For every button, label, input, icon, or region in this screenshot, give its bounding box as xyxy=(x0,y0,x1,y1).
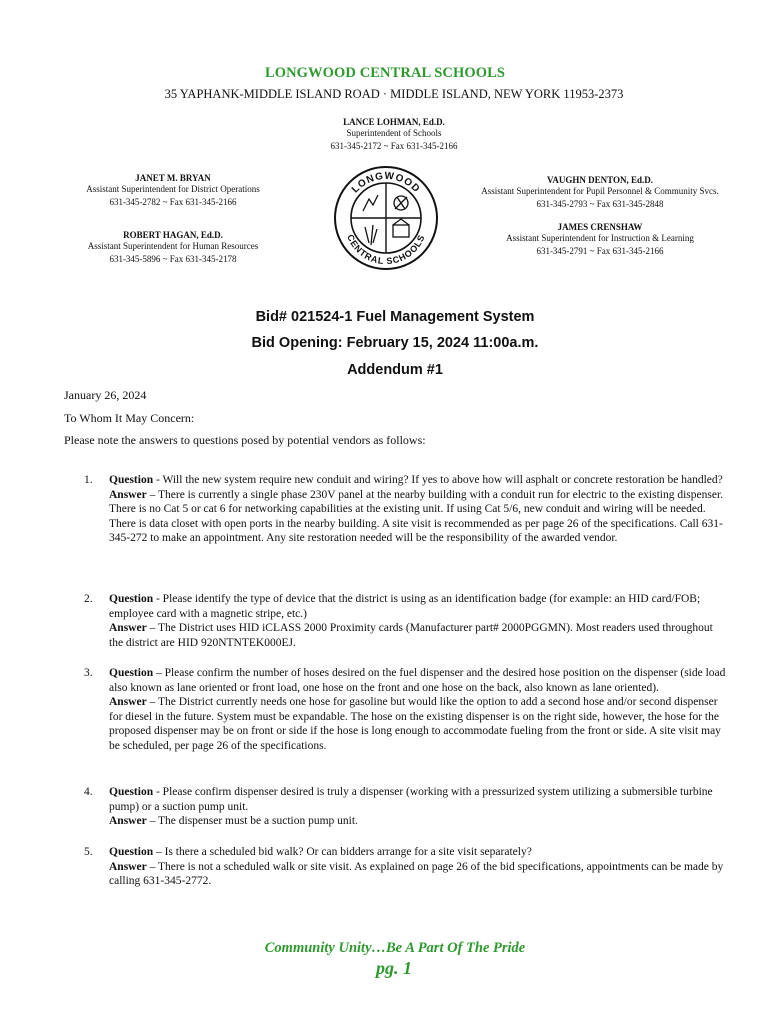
qa-number: 4. xyxy=(84,786,93,798)
answer-text: – The District uses HID iCLASS 2000 Proximity cards (Manufacturer part# 2000PGGMN). Most readers used throughout the district are HID 920NTNTEK000EJ. xyxy=(109,622,713,649)
seal-top-text: LONGWOOD xyxy=(349,170,423,196)
answer-text: – There is currently a single phase 230V panel at the nearby building with a conduit run for electric to the existing dispenser. There is no Cat 5 or cat 6 for networking capabilities at the existing unit. If using Cat 5/6, new conduit and wiring will be needed. There is data closet with open ports in the nearby building. A site visit is recommended as per page 26 of the specifications. Call 631-345-272 to make an appointment. Any site restoration needed will be the responsibility of the awarded vendor. xyxy=(109,488,724,545)
seal-bottom-text: CENTRAL SCHOOLS xyxy=(345,232,427,267)
question-text: - Will the new system require new conduit and wiring? If yes to above how will asphalt or concrete restoration be handled? xyxy=(153,474,723,486)
official-title: Assistant Superintendent for Instruction & Learning xyxy=(506,233,694,243)
question-text: – Is there a scheduled bid walk? Or can bidders arrange for a site visit separately? xyxy=(153,846,532,858)
official-phone: 631-345-2782 ~ Fax 631-345-2166 xyxy=(109,196,237,207)
footer-motto: Community Unity…Be A Part Of The Pride xyxy=(264,940,526,956)
official-name: JANET M. BRYAN xyxy=(135,173,211,183)
official-name: JAMES CRENSHAW xyxy=(557,222,643,232)
qa-number: 2. xyxy=(84,593,93,605)
official-phone: 631-345-2793 ~ Fax 631-345-2848 xyxy=(536,198,664,209)
official-phone: 631-345-5896 ~ Fax 631-345-2178 xyxy=(109,253,237,264)
answer-label: Answer xyxy=(109,696,147,709)
official-name: ROBERT HAGAN, Ed.D. xyxy=(123,230,223,240)
qa-number: 5. xyxy=(84,846,93,858)
answer-label: Answer xyxy=(109,815,147,828)
letter-intro: Please note the answers to questions posed by potential vendors as follows: xyxy=(64,433,426,447)
official-hagan xyxy=(58,230,288,265)
district-name: LONGWOOD CENTRAL SCHOOLS xyxy=(264,65,506,81)
district-seal-logo xyxy=(333,165,439,271)
superintendent-name: LANCE LOHMAN, Ed.D. xyxy=(343,117,445,127)
question-text: - Please identify the type of device that the district is using as an identification badge (for example: an HID card/FOB; employee card with a magnetic stripe, etc.) xyxy=(109,593,701,620)
official-title: Assistant Superintendent for Human Resources xyxy=(87,241,259,251)
question-label: Question xyxy=(109,474,154,486)
answer-text: – The District currently needs one hose for gasoline but would like the option to add a second hose and/or second dispenser for diesel in the future. System must be expandable. The hose on the existing dispenser is on the right side, however, the hose for the proposed dispenser may be on front or side if the hose is long enough to accommodate fueling from the front or side. A site visit may be scheduled, per page 26 of the specifications. xyxy=(109,696,721,752)
official-phone: 631-345-2791 ~ Fax 631-345-2166 xyxy=(536,245,664,256)
answer-label: Answer xyxy=(109,488,147,501)
official-title: Assistant Superintendent for District Operations xyxy=(86,184,260,194)
official-denton xyxy=(455,175,745,210)
question-label: Question xyxy=(109,786,154,798)
answer-label: Answer xyxy=(109,860,147,873)
qa-number: 1. xyxy=(84,474,93,486)
question-label: Question xyxy=(109,593,154,605)
addendum-title: Addendum #1 xyxy=(347,362,443,378)
question-text: - Please confirm dispenser desired is truly a dispenser (working with a pressurized system utilizing a submersible turbine pump) or a suction pump unit. xyxy=(109,786,713,813)
bid-title: Bid# 021524-1 Fuel Management System xyxy=(255,309,535,325)
bid-opening: Bid Opening: February 15, 2024 11:00a.m. xyxy=(251,335,539,351)
answer-text: – The dispenser must be a suction pump unit. xyxy=(146,815,358,828)
question-label: Question xyxy=(109,667,154,679)
answer-text: – There is not a scheduled walk or site visit. As explained on page 26 of the bid specifications, appointments can be made by calling 631-345-2772. xyxy=(109,860,724,888)
question-label: Question xyxy=(109,846,154,858)
superintendent-block xyxy=(244,117,544,152)
letter-salutation: To Whom It May Concern: xyxy=(64,411,195,425)
superintendent-phone: 631-345-2172 ~ Fax 631-345-2166 xyxy=(330,140,458,151)
superintendent-title: Superintendent of Schools xyxy=(346,128,442,138)
letter-date: January 26, 2024 xyxy=(64,388,147,402)
official-name: VAUGHN DENTON, Ed.D. xyxy=(547,175,653,185)
district-address: 35 YAPHANK-MIDDLE ISLAND ROAD · MIDDLE ISLAND, NEW YORK 11953-2373 xyxy=(164,87,624,101)
answer-label: Answer xyxy=(109,622,147,635)
question-text: – Please confirm the number of hoses desired on the fuel dispenser and the desired hose position on the dispenser (side load also known as lane oriented or front load, one hose on the front and one hose on the back, also known as lane oriented). xyxy=(109,667,726,694)
page-number: pg. 1 xyxy=(376,958,412,978)
official-bryan xyxy=(58,173,288,208)
qa-number: 3. xyxy=(84,667,93,679)
official-crenshaw xyxy=(455,222,745,257)
official-title: Assistant Superintendent for Pupil Personnel & Community Svcs. xyxy=(481,186,719,196)
